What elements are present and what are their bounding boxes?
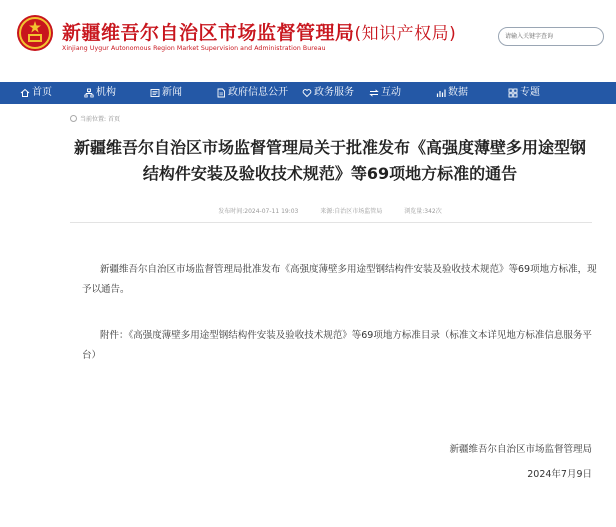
site-title-suffix: (知识产权局)	[354, 24, 457, 44]
nav-item-services[interactable]	[302, 82, 354, 104]
site-title[interactable]	[62, 18, 456, 45]
nav-item-home[interactable]	[20, 82, 52, 104]
news-icon	[150, 88, 160, 98]
publish-time: 发布时间:2024-07-11 19:03	[218, 208, 299, 215]
grid-icon	[508, 88, 518, 98]
nav-label: 互动	[381, 87, 401, 98]
signature-date: 2024年7月9日	[527, 469, 592, 480]
search-box[interactable]	[498, 27, 604, 46]
home-icon	[20, 88, 30, 98]
breadcrumb-label: 当前位置:	[80, 116, 107, 123]
nav-label: 数据	[448, 87, 468, 98]
article-title: 新疆维吾尔自治区市场监督管理局关于批准发布《高强度薄壁多用途型钢结构件安装及验收技术规范》等69项地方标准的通告	[73, 138, 586, 183]
article-paragraph: 新疆维吾尔自治区市场监督管理局批准发布《高强度薄壁多用途型钢结构件安装及验收技术规范》等69项地方标准，现予以通告。	[82, 264, 597, 295]
site-title-english: Xinjiang Uygur Autonomous Region Market Supervision and Administration Bureau	[62, 45, 326, 52]
nav-item-news[interactable]	[150, 82, 182, 104]
nav-item-gov-info[interactable]	[216, 82, 288, 104]
nav-label: 新闻	[162, 87, 182, 98]
attachment-paragraph[interactable]: 附件：《高强度薄壁多用途型钢结构件安装及验收技术规范》等69项地方标准目录（标准文本详见地方标准信息服务平台）	[82, 330, 592, 361]
nav-label: 首页	[32, 87, 52, 98]
nav-item-topics[interactable]	[508, 82, 540, 104]
signature: 新疆维吾尔自治区市场监督管理局	[449, 444, 592, 455]
nav-item-interaction[interactable]	[369, 82, 401, 104]
nav-item-org[interactable]	[84, 82, 116, 104]
nav-label: 政府信息公开	[228, 87, 288, 98]
heart-icon	[302, 88, 312, 98]
national-emblem-icon	[16, 14, 54, 52]
nav-label: 专题	[520, 87, 540, 98]
breadcrumb	[70, 114, 122, 123]
site-header	[0, 0, 616, 78]
article-source: 来源:自治区市场监管局	[320, 208, 383, 215]
view-count: 浏览量:342次	[404, 208, 442, 215]
breadcrumb-current[interactable]: 首页	[108, 116, 121, 123]
chart-icon	[436, 88, 446, 98]
exchange-icon	[369, 88, 379, 98]
org-icon	[84, 88, 94, 98]
article-meta	[70, 206, 590, 215]
location-icon	[70, 115, 77, 122]
document-icon	[216, 88, 226, 98]
nav-label: 机构	[96, 87, 116, 98]
search-input[interactable]	[505, 30, 597, 42]
nav-label: 政务服务	[314, 87, 354, 98]
site-title-main: 新疆维吾尔自治区市场监督管理局	[62, 22, 355, 44]
main-nav	[0, 82, 616, 104]
nav-item-data[interactable]	[436, 82, 468, 104]
divider	[70, 222, 592, 223]
